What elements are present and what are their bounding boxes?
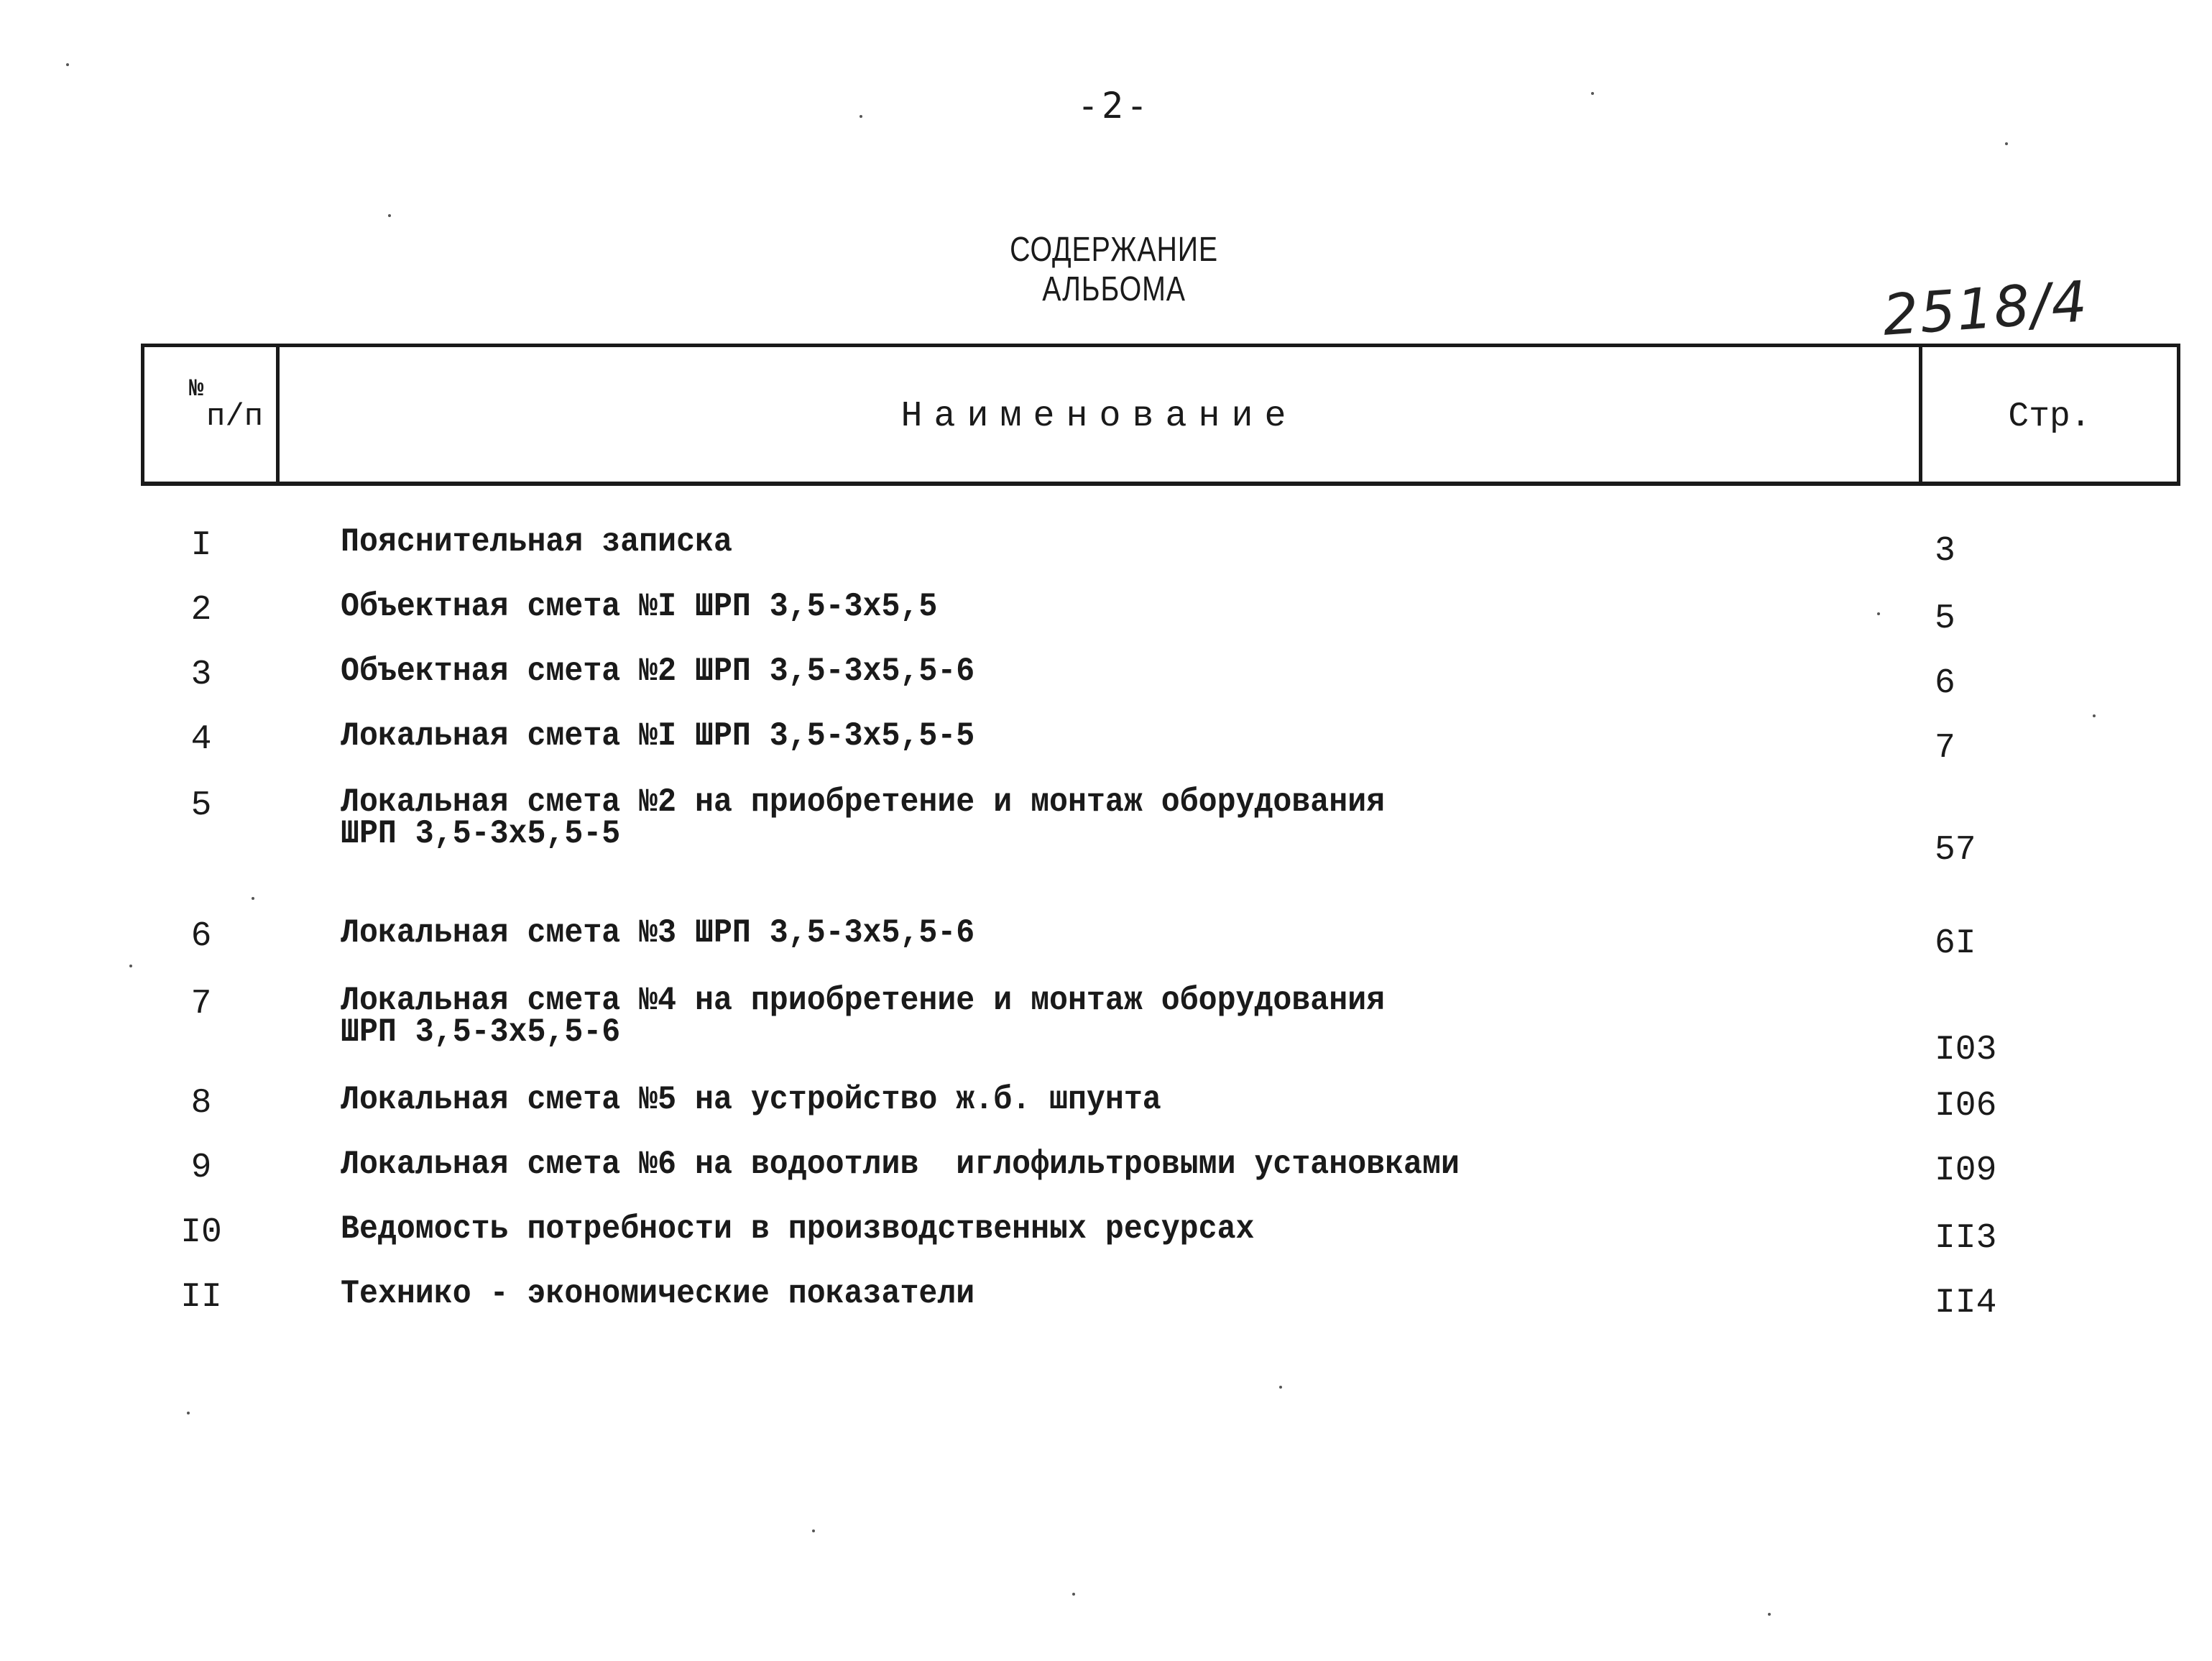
row-name: Локальная смета №I ШРП 3,5-3х5,5-5 bbox=[341, 717, 975, 755]
scan-speck bbox=[187, 1412, 190, 1414]
scan-speck bbox=[252, 897, 254, 900]
row-page: 7 bbox=[1935, 729, 1955, 768]
row-name: Локальная смета №2 на приобретение и монтаж оборудования ШРП 3,5-3х5,5-5 bbox=[341, 783, 1386, 852]
row-page: I03 bbox=[1935, 1031, 1997, 1069]
header-number-label: п/п bbox=[206, 399, 264, 435]
row-name: Технико - экономические показатели bbox=[341, 1275, 975, 1312]
row-name: Локальная смета №4 на приобретение и монтаж оборудования ШРП 3,5-3х5,5-6 bbox=[341, 982, 1386, 1051]
scan-speck bbox=[860, 115, 862, 118]
scan-speck bbox=[388, 214, 391, 217]
row-page: II4 bbox=[1935, 1284, 1997, 1322]
row-name: Ведомость потребности в производственных ресурсах bbox=[341, 1210, 1255, 1248]
scan-speck bbox=[1768, 1613, 1771, 1616]
row-number: 9 bbox=[190, 1149, 212, 1187]
header-name-label: Наименование bbox=[900, 396, 1298, 437]
row-page: 3 bbox=[1935, 532, 1955, 571]
row-name: Пояснительная записка bbox=[341, 523, 732, 561]
page-number: -2- bbox=[1077, 85, 1151, 126]
row-number: 8 bbox=[190, 1084, 212, 1123]
scan-speck bbox=[1591, 92, 1594, 95]
row-number: 2 bbox=[190, 591, 212, 630]
row-number: I bbox=[190, 526, 212, 565]
row-number: II bbox=[180, 1278, 222, 1317]
row-page: 5 bbox=[1935, 599, 1955, 638]
row-number: 6 bbox=[190, 917, 212, 956]
row-number: 5 bbox=[190, 786, 212, 825]
document-title: СОДЕРЖАНИЕ АЛЬБОМА bbox=[1010, 231, 1218, 308]
scan-speck bbox=[129, 965, 132, 967]
row-page: 6 bbox=[1935, 664, 1955, 703]
scan-speck bbox=[1279, 1386, 1282, 1389]
row-number: 3 bbox=[190, 655, 212, 694]
row-page: I09 bbox=[1935, 1151, 1997, 1190]
header-number-sign: № bbox=[189, 376, 204, 403]
row-page: II3 bbox=[1935, 1219, 1997, 1258]
row-name: Объектная смета №I ШРП 3,5-3х5,5 bbox=[341, 588, 938, 625]
row-number: 7 bbox=[190, 985, 212, 1023]
row-page: 6I bbox=[1935, 924, 1976, 963]
row-name: Локальная смета №3 ШРП 3,5-3х5,5-6 bbox=[341, 914, 975, 952]
scan-speck bbox=[66, 63, 69, 66]
scan-speck bbox=[812, 1529, 815, 1532]
row-name: Локальная смета №5 на устройство ж.б. шпунта bbox=[341, 1081, 1161, 1118]
row-name: Локальная смета №6 на водоотлив иглофильтровыми установками bbox=[341, 1146, 1460, 1183]
row-number: 4 bbox=[190, 720, 212, 759]
scan-speck bbox=[2093, 714, 2096, 717]
header-page-label: Стр. bbox=[2008, 397, 2091, 436]
album-code-handwritten: 2518/4 bbox=[1880, 270, 2091, 349]
row-page: 57 bbox=[1935, 831, 1976, 870]
row-name: Объектная смета №2 ШРП 3,5-3х5,5-6 bbox=[341, 653, 975, 690]
row-page: I06 bbox=[1935, 1087, 1997, 1126]
scan-speck bbox=[2005, 142, 2008, 145]
scan-speck bbox=[1877, 612, 1880, 615]
row-number: I0 bbox=[180, 1213, 222, 1252]
scan-speck bbox=[1072, 1593, 1075, 1596]
